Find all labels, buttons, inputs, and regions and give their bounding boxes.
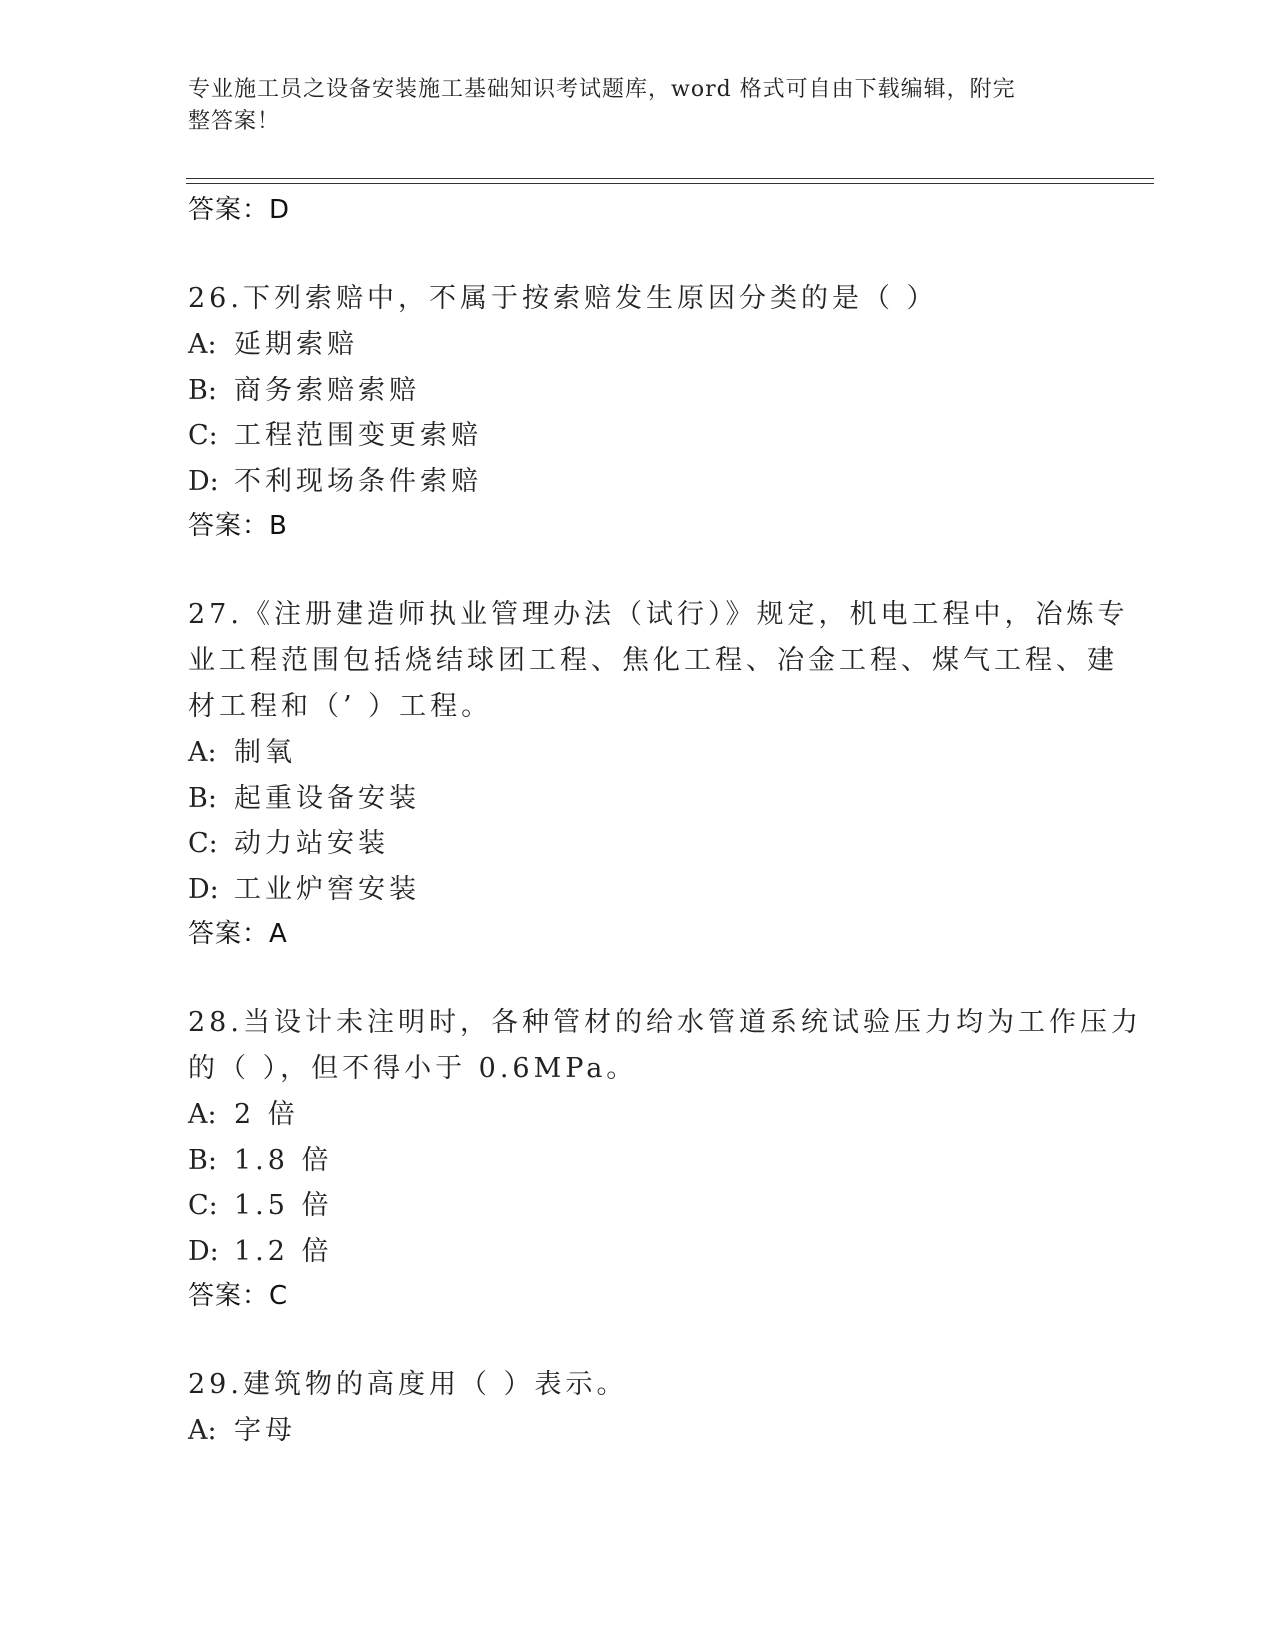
option-c: [188, 413, 1078, 459]
option-text: 延期索赔: [234, 329, 358, 360]
option-a: [188, 730, 1078, 776]
option-c: [188, 1183, 1078, 1229]
option-b: [188, 368, 1078, 414]
document-header: [188, 74, 1068, 138]
option-text: 1.5 倍: [234, 1190, 333, 1221]
option-letter: A:: [188, 1099, 217, 1130]
option-letter: C:: [188, 1190, 218, 1221]
exam-content: [188, 188, 1142, 1454]
option-b: [188, 1138, 1078, 1184]
option-text: 动力站安装: [234, 828, 389, 859]
answer-line: 答案：C: [188, 1281, 289, 1311]
header-divider-top: [186, 178, 1154, 179]
answer-line: 答案：D: [188, 195, 291, 225]
option-letter: C:: [188, 828, 218, 859]
option-letter: C:: [188, 420, 218, 451]
option-letter: A:: [188, 329, 217, 360]
option-a: [188, 1408, 1078, 1454]
option-text: 工程范围变更索赔: [234, 420, 482, 451]
answer-line: 答案：A: [188, 919, 288, 949]
option-letter: B:: [188, 782, 217, 814]
question-text: 28.当设计未注明时，各种管材的给水管道系统试验压力均为工作压力: [188, 1007, 1142, 1038]
option-a: [188, 1092, 1078, 1138]
option-c: [188, 821, 1078, 867]
header-divider-bottom: [186, 183, 1154, 184]
question-26: [188, 276, 1078, 548]
option-letter: A:: [188, 737, 217, 768]
option-letter: D:: [188, 465, 219, 497]
option-text: 字母: [234, 1415, 296, 1446]
option-d: [188, 459, 1078, 505]
question-text: 29.建筑物的高度用（ ）表示。: [188, 1369, 628, 1400]
option-letter: B:: [188, 374, 217, 406]
option-b: [188, 776, 1078, 822]
question-text: 材工程和（’ ）工程。: [188, 691, 493, 722]
option-letter: A:: [188, 1415, 217, 1446]
option-letter: B:: [188, 1144, 217, 1176]
option-letter: D:: [188, 873, 219, 905]
answer-line: 答案：B: [188, 511, 288, 541]
question-29: [188, 1362, 1078, 1454]
option-letter: D:: [188, 1235, 219, 1267]
header-line-2: 整答案！: [188, 109, 281, 134]
option-d: [188, 1229, 1078, 1275]
question-27: [188, 592, 1129, 956]
option-text: 起重设备安装: [234, 782, 420, 814]
question-text: 业工程范围包括烧结球团工程、焦化工程、冶金工程、煤气工程、建: [188, 645, 1118, 676]
option-text: 制氧: [234, 737, 296, 768]
question-text: 26.下列索赔中，不属于按索赔发生原因分类的是（ ）: [188, 283, 938, 314]
question-28: [188, 1000, 1142, 1318]
option-d: [188, 867, 1078, 913]
option-text: 1.8 倍: [234, 1144, 333, 1176]
option-a: [188, 322, 1078, 368]
option-text: 商务索赔索赔: [234, 374, 420, 406]
question-text: 27.《注册建造师执业管理办法（试行）》规定，机电工程中，冶炼专: [188, 599, 1129, 630]
option-text: 不利现场条件索赔: [234, 465, 482, 497]
header-line-1: 专业施工员之设备安装施工基础知识考试题库，word 格式可自由下载编辑，附完: [188, 77, 1016, 102]
option-text: 2 倍: [234, 1099, 299, 1130]
question-text: 的（ ），但不得小于 0.6MPa。: [188, 1053, 638, 1084]
option-text: 1.2 倍: [234, 1235, 333, 1267]
option-text: 工业炉窖安装: [234, 873, 420, 905]
